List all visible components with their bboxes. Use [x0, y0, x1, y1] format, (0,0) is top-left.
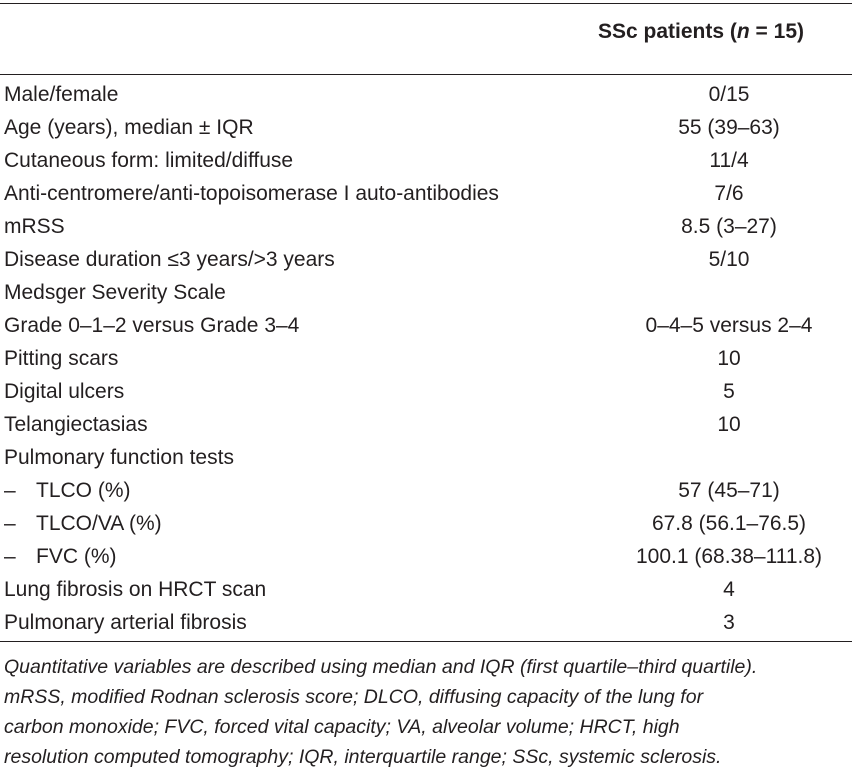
row-label-text: Digital ulcers	[4, 380, 125, 403]
column-header-n: n	[736, 20, 750, 43]
table-row	[0, 210, 852, 243]
row-value: 10	[717, 413, 741, 436]
table-row	[0, 243, 852, 276]
table-row	[0, 606, 852, 639]
row-label-text: Pulmonary function tests	[4, 446, 234, 469]
row-label	[4, 144, 293, 177]
row-value: 7/6	[714, 182, 744, 205]
row-label-text: Medsger Severity Scale	[4, 281, 226, 304]
row-value: 0–4–5 versus 2–4	[645, 314, 813, 337]
row-value: 8.5 (3–27)	[681, 215, 777, 238]
row-value: 57 (45–71)	[678, 479, 780, 502]
table-row	[0, 573, 852, 606]
row-label-text: Pitting scars	[4, 347, 119, 370]
row-label	[4, 408, 148, 441]
row-label-text: Lung fibrosis on HRCT scan	[4, 578, 267, 601]
row-label	[4, 540, 117, 573]
row-label-text: Disease duration ≤3 years/>3 years	[4, 248, 335, 271]
table-row	[0, 144, 852, 177]
row-label	[4, 243, 335, 276]
column-header-prefix: SSc patients (	[598, 20, 737, 43]
row-label	[4, 606, 247, 639]
table-row	[0, 408, 852, 441]
table-row	[0, 309, 852, 342]
table-row	[0, 111, 852, 144]
column-header-ssc-patients	[598, 20, 852, 44]
table-row	[0, 276, 852, 309]
row-label-text: TLCO (%)	[36, 479, 131, 502]
row-label-text: Cutaneous form: limited/diffuse	[4, 149, 294, 172]
table-row	[0, 342, 852, 375]
row-label	[4, 573, 266, 606]
column-header-suffix: = 15)	[749, 20, 804, 43]
row-label-text: Male/female	[4, 83, 119, 106]
table-row	[0, 507, 852, 540]
indent-dash: –	[4, 479, 16, 502]
row-value: 100.1 (68.38–111.8)	[635, 545, 823, 568]
row-value: 11/4	[709, 149, 749, 172]
row-label	[4, 78, 118, 111]
row-label	[4, 375, 124, 408]
row-label	[4, 177, 499, 210]
row-label-text: Anti-centromere/anti-topoisomerase I auto-antibodies	[4, 182, 499, 205]
row-label-text: Telangiectasias	[4, 413, 148, 436]
row-value: 5/10	[708, 248, 750, 271]
row-label-text: FVC (%)	[36, 545, 117, 568]
row-label	[4, 309, 299, 342]
row-label-text: Grade 0–1–2 versus Grade 3–4	[4, 314, 300, 337]
table-body	[0, 78, 852, 639]
indent-dash: –	[4, 545, 16, 568]
table-row	[0, 375, 852, 408]
row-value: 5	[723, 380, 735, 403]
row-label-text: TLCO/VA (%)	[36, 512, 162, 535]
row-label-text: mRSS	[4, 215, 65, 238]
table-row	[0, 441, 852, 474]
row-label-text: Pulmonary arterial fibrosis	[4, 611, 247, 634]
indent-dash: –	[4, 512, 16, 535]
row-value: 10	[717, 347, 741, 370]
table-row	[0, 78, 852, 111]
row-label	[4, 441, 234, 474]
row-label	[4, 210, 65, 243]
row-label	[4, 474, 131, 507]
footnote-line: resolution computed tomography; IQR, interquartile range; SSc, systemic sclerosis.	[4, 746, 722, 768]
row-label-text: Age (years), median ± IQR	[4, 116, 254, 139]
row-value: 0/15	[708, 83, 750, 106]
row-value: 4	[723, 578, 735, 601]
table-footnote	[4, 652, 848, 772]
row-label	[4, 111, 254, 144]
row-label	[4, 342, 118, 375]
row-value: 3	[723, 611, 735, 634]
table-header-rule	[0, 74, 852, 75]
footnote-line: mRSS, modified Rodnan sclerosis score; DLCO, diffusing capacity of the lung for	[4, 686, 704, 708]
table-bottom-rule	[0, 641, 852, 642]
row-label	[4, 507, 162, 540]
table-row	[0, 474, 852, 507]
row-value: 67.8 (56.1–76.5)	[651, 512, 807, 535]
footnote-line: carbon monoxide; FVC, forced vital capacity; VA, alveolar volume; HRCT, high	[4, 716, 680, 738]
row-label	[4, 276, 226, 309]
footnote-line: Quantitative variables are described using median and IQR (first quartile–third quartile).	[4, 656, 758, 678]
row-value: 55 (39–63)	[678, 116, 780, 139]
table-row	[0, 177, 852, 210]
table-top-rule	[0, 3, 852, 4]
table-row	[0, 540, 852, 573]
